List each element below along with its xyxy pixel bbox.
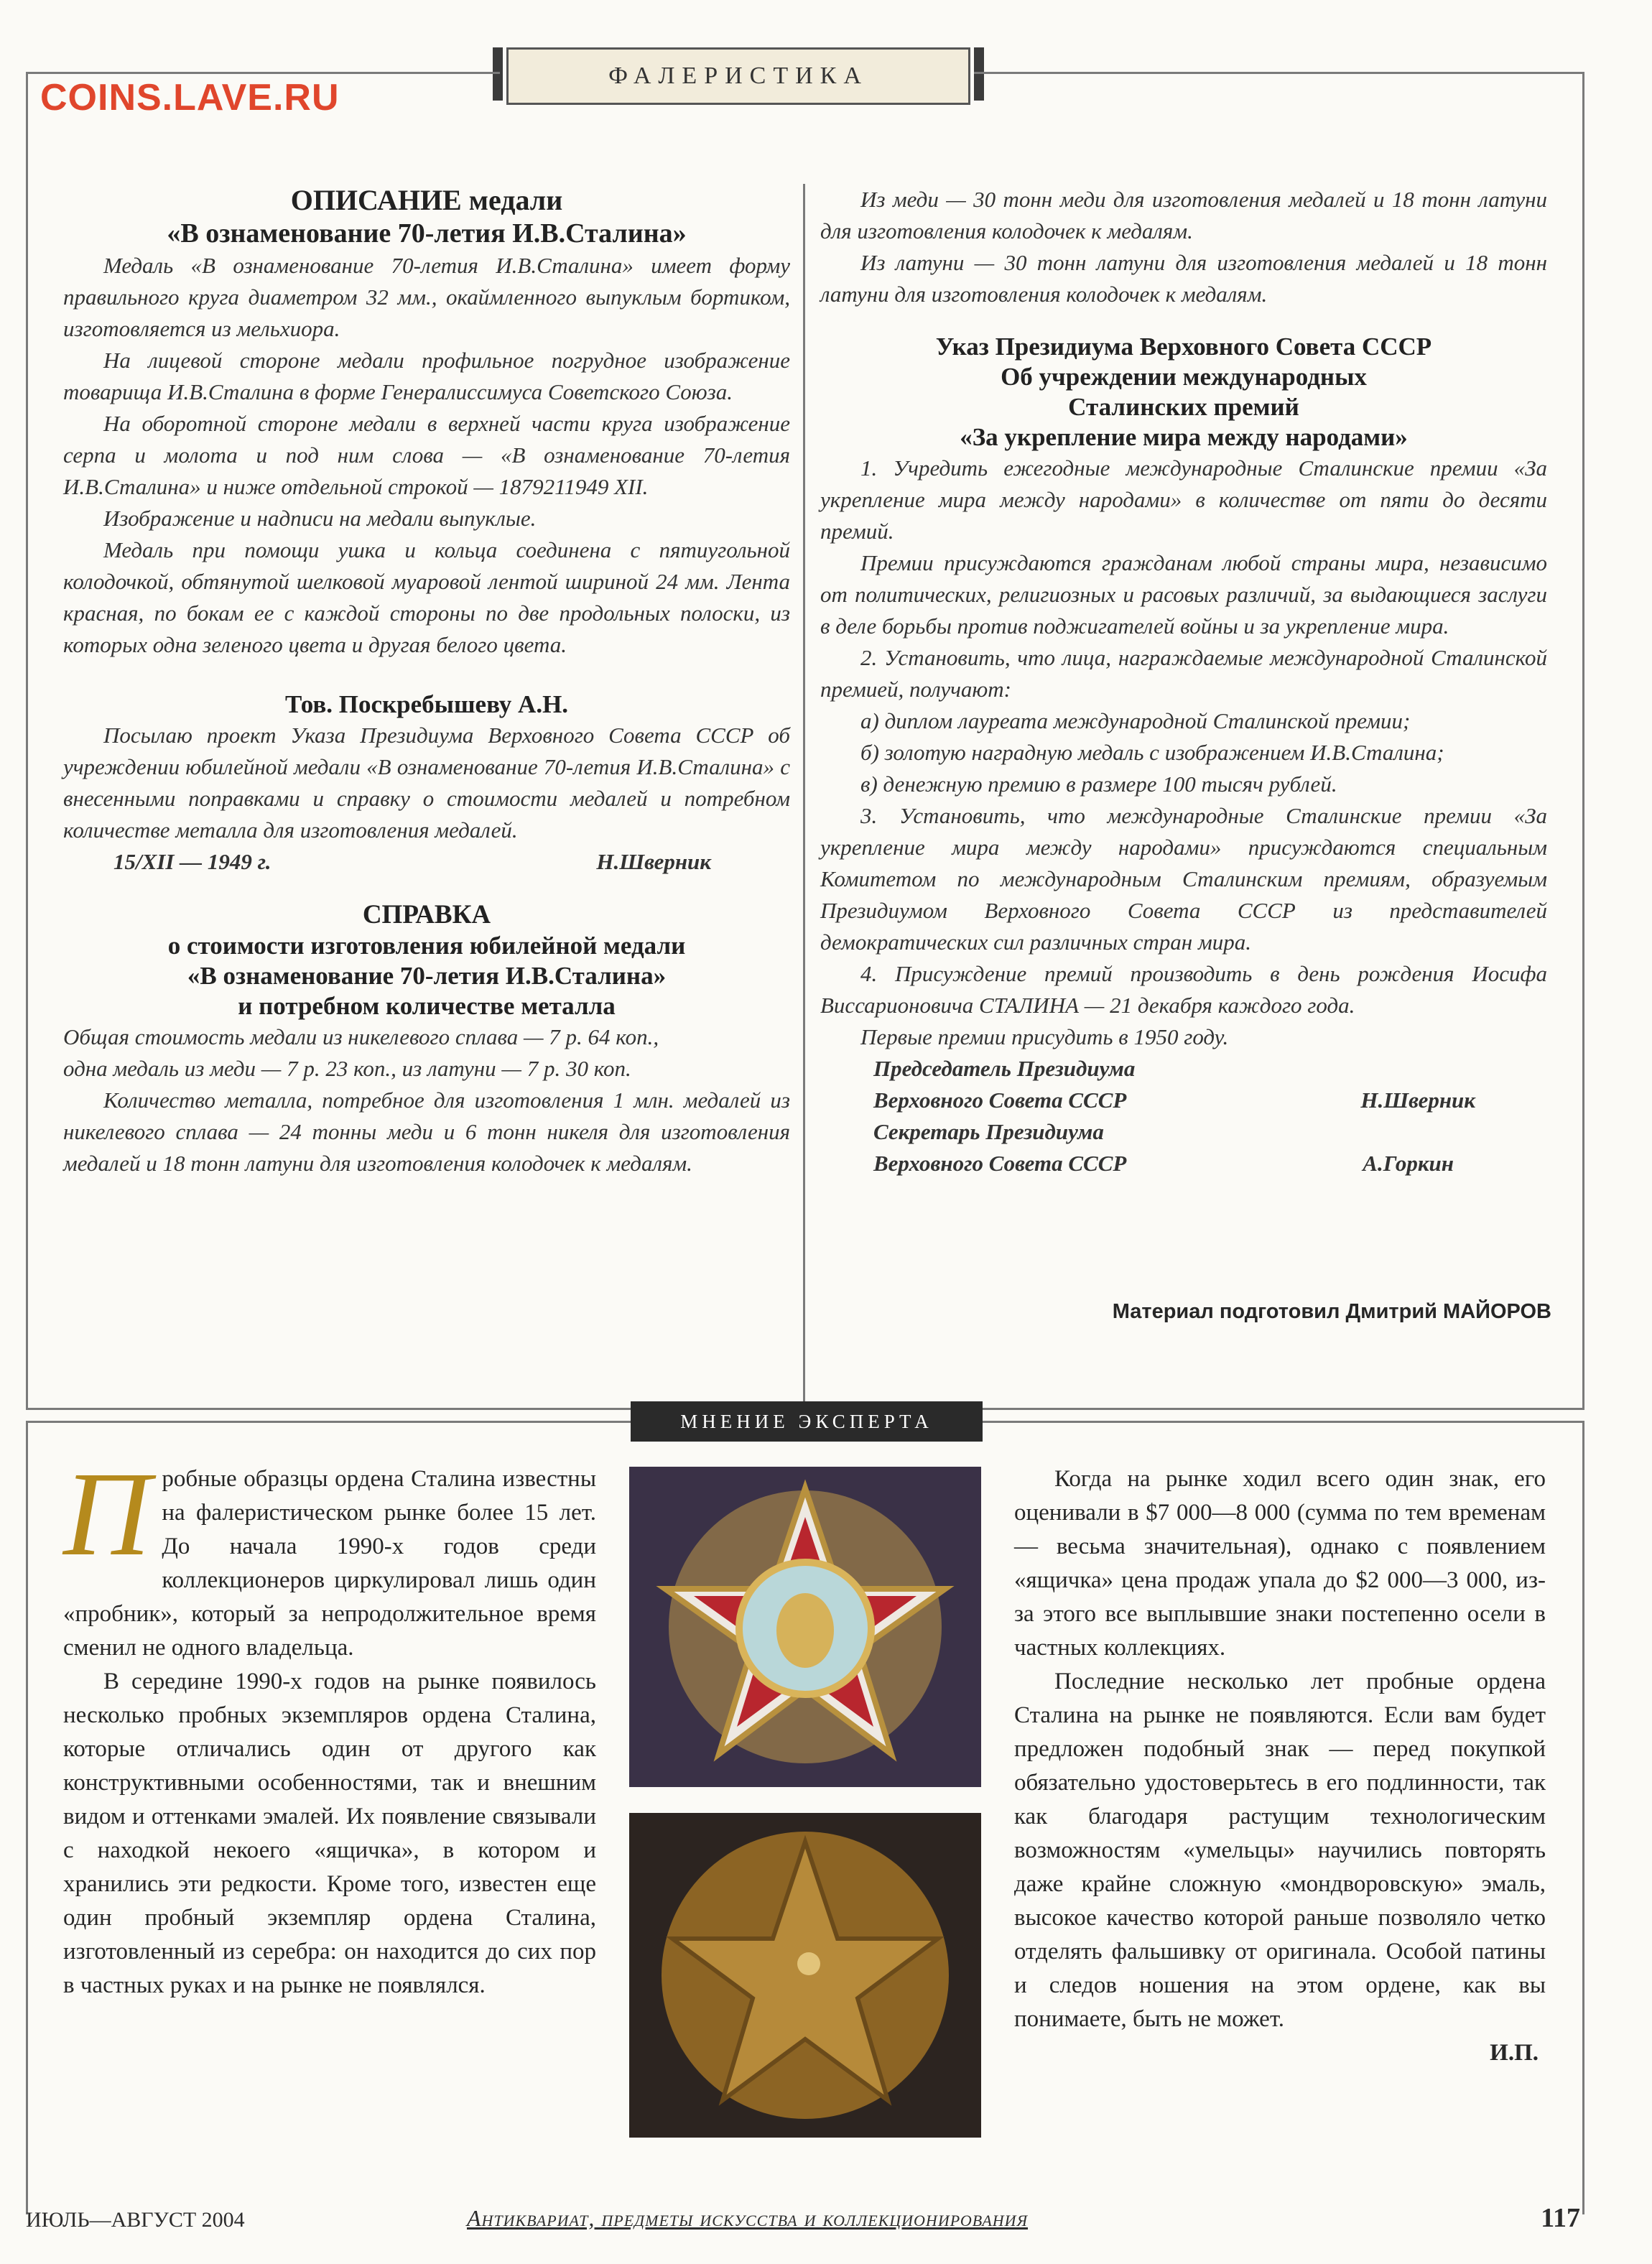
signature-name: Н.Шверник	[1360, 1087, 1475, 1113]
heading-spravka-line: о стоимости изготовления юбилейной медали	[167, 932, 686, 960]
signature-title: Секретарь Президиума	[873, 1119, 1104, 1144]
signature-row	[873, 1148, 1547, 1179]
order-photo-front	[629, 1467, 981, 1787]
paragraph: Первые премии присудить в 1950 году.	[860, 1024, 1229, 1049]
signature-name: А.Горкин	[1363, 1151, 1454, 1176]
paragraph: 3. Установить, что международные Сталинские премии «За укрепление мира между народами» присуждаются специальным Комитетом по международным Сталинским премиям, образуемым Президиумом Верховного Совета СССР из представителей демократических сил различных стран мира.	[820, 803, 1547, 955]
paragraph: Посылаю проект Указа Президиума Верховного Совета СССР об учреждении юбилейной медали «В ознаменование 70-летия И.В.Сталина» с внесенными поправками и справку о стоимости медалей и потребном количестве металла для изготовления медалей.	[63, 723, 790, 843]
paragraph: На лицевой стороне медали профильное погрудное изображение товарища И.В.Сталина в форме Генералиссимуса Советского Союза.	[63, 348, 790, 404]
paragraph: На оборотной стороне медали в верхней части круга изображение серпа и молота и под ним слова — «В ознаменование 70-летия И.В.Сталина» и ниже отдельной строкой — 1879211949 XII.	[63, 411, 790, 499]
frame-top-right	[974, 72, 1582, 74]
signature-title: Верховного Совета СССР	[873, 1151, 1127, 1176]
order-photo-back	[629, 1813, 981, 2138]
expert-left-column	[63, 1447, 596, 2003]
drop-cap: П	[63, 1447, 151, 1581]
paragraph: Из меди — 30 тонн меди для изготовления медалей и 18 тонн латуни для изготовления колодочек к медалям.	[820, 187, 1547, 243]
paragraph: Количество металла, потребное для изготовления 1 млн. медалей из никелевого сплава — 24 тонны меди и 6 тонн никеля для изготовления медалей и 18 тонн латуни для изготовления колодочек к медалям.	[63, 1087, 790, 1176]
paragraph: Изображение и надписи на медали выпуклые.	[103, 506, 537, 531]
section-title: ФАЛЕРИСТИКА	[608, 62, 868, 89]
paragraph-text: робные образцы ордена Сталина известны на фалеристическом рынке более 15 лет. До начала 1990-х годов среди коллекционеров циркулировал лишь один «пробник», который за непродолжительное время сменил не одного владельца.	[63, 1466, 596, 1661]
paragraph	[63, 1447, 596, 1665]
heading-ukaz-line: Об учреждении международных	[1001, 363, 1367, 391]
order-star-back-icon	[629, 1813, 981, 2138]
expert-initials: И.П.	[1490, 2040, 1539, 2066]
footer-issue: ИЮЛЬ—АВГУСТ 2004	[26, 2208, 245, 2232]
page-number: 117	[1541, 2203, 1580, 2233]
heading-spravka-line: «В ознаменование 70-летия И.В.Сталина»	[187, 962, 667, 990]
paragraph: В середине 1990-х годов на рынке появилось несколько пробных экземпляров ордена Сталина, которые отличались один от другого как конструктивными особенностями, так и внешним видом и оттенками эмалей. Их появление связывали с находкой некоего «ящичка», в котором и хранились эти редкости. Кроме того, известен еще один пробный экземпляр ордена Сталина, изготовленный из серебра: он находится до сих пор в частных руках и на рынке не появлялся.	[63, 1669, 596, 1998]
paragraph: Медаль «В ознаменование 70-летия И.В.Сталина» имеет форму правильного круга диаметром 32 мм., окаймленного выпуклым бортиком, изготовляется из мельхиора.	[63, 253, 790, 341]
paragraph: 1. Учредить ежегодные международные Сталинские премии «За укрепление мира между народами» в количестве от пяти до десяти премий.	[820, 455, 1547, 544]
expert-tab: МНЕНИЕ ЭКСПЕРТА	[631, 1401, 983, 1442]
heading-opisanie-title: «В ознаменование 70-летия И.В.Сталина»	[167, 218, 687, 249]
heading-ukaz: Указ Президиума Верховного Совета СССР	[935, 333, 1432, 361]
paragraph: Премии присуждаются гражданам любой страны мира, независимо от политических, религиозных и расовых различий, за выдающиеся заслуги в деле борьбы против поджигателей войны и за укрепление мира.	[820, 550, 1547, 639]
column-divider	[803, 184, 805, 1405]
paragraph: Медаль при помощи ушка и кольца соединена с пятиугольной колодочкой, обтянутой шелковой муаровой лентой шириной 24 мм. Лента красная, по бокам ее с каждой стороны по две продольных полоски, из которых одна зеленого цвета и другая белого цвета.	[63, 537, 790, 657]
heading-opisanie: ОПИСАНИЕ медали	[290, 184, 563, 216]
paragraph: Последние несколько лет пробные ордена Сталина на рынке не появляются. Если вам будет предложен подобный знак — перед покупкой обязательно удостоверьтесь в его подлинности, так как благодаря растущим технологическим возможностям «умельцы» научились повторять даже крайне сложную «мондворовскую» эмаль, высокое качество которой раньше позволяло четко отделять фальшивку от оригинала. Особой патины и следов ношения на этом ордене, как вы понимаете, быть не может.	[1014, 1669, 1546, 2032]
order-star-front-icon	[629, 1467, 981, 1787]
heading-ukaz-line: Сталинских премий	[1068, 393, 1299, 421]
letter-signer: Н.Шверник	[596, 849, 711, 874]
paragraph: Когда на рынке ходил всего один знак, его оценивали в $7 000—8 000 (сумма по тем временам — весьма значительная), однако с появлением «ящичка» цена продаж упала до $2 000—3 000, из-за этого все выплывшие знаки постепенно осели в частных коллекциях.	[1014, 1466, 1546, 1661]
list-item: в) денежную премию в размере 100 тысяч рублей.	[860, 771, 1337, 797]
left-column	[63, 184, 790, 1179]
paragraph: Из латуни — 30 тонн латуни для изготовления медалей и 18 тонн латуни для изготовления колодочек к медалям.	[820, 250, 1547, 307]
signature-title: Председатель Президиума	[873, 1056, 1136, 1081]
frame-top-left	[26, 72, 500, 74]
footer-magazine: Антиквариат, предметы искусства и коллекционирования	[467, 2205, 1029, 2231]
watermark: COINS.LAVE.RU	[40, 77, 340, 119]
paragraph: 2. Установить, что лица, награждаемые международной Сталинской премией, получают:	[820, 645, 1547, 702]
paragraph: 4. Присуждение премий производить в день рождения Иосифа Виссарионовича СТАЛИНА — 21 декабря каждого года.	[820, 961, 1547, 1018]
expert-right-column	[1014, 1462, 1546, 2070]
right-column	[820, 184, 1547, 1179]
signature-row	[873, 1085, 1547, 1116]
letter-date: 15/XII — 1949 г.	[113, 849, 272, 874]
list-item: б) золотую наградную медаль с изображением И.В.Сталина;	[860, 740, 1444, 765]
cost-line: одна медаль из меди — 7 р. 23 коп., из латуни — 7 р. 30 коп.	[63, 1056, 631, 1081]
heading-tov: Тов. Поскребышеву А.Н.	[284, 690, 569, 718]
signature-row	[63, 846, 790, 878]
signature-title: Верховного Совета СССР	[873, 1087, 1127, 1113]
cost-line: Общая стоимость медали из никелевого сплава — 7 р. 64 коп.,	[63, 1024, 659, 1049]
author-credit: Материал подготовил Дмитрий МАЙОРОВ	[1112, 1300, 1551, 1323]
heading-spravka-line: и потребном количестве металла	[238, 992, 616, 1020]
heading-ukaz-line: «За укрепление мира между народами»	[960, 423, 1408, 451]
decree-signatures	[820, 1053, 1547, 1179]
heading-spravka: СПРАВКА	[362, 900, 491, 929]
list-item: а) диплом лауреата международной Сталинской премии;	[860, 708, 1411, 733]
